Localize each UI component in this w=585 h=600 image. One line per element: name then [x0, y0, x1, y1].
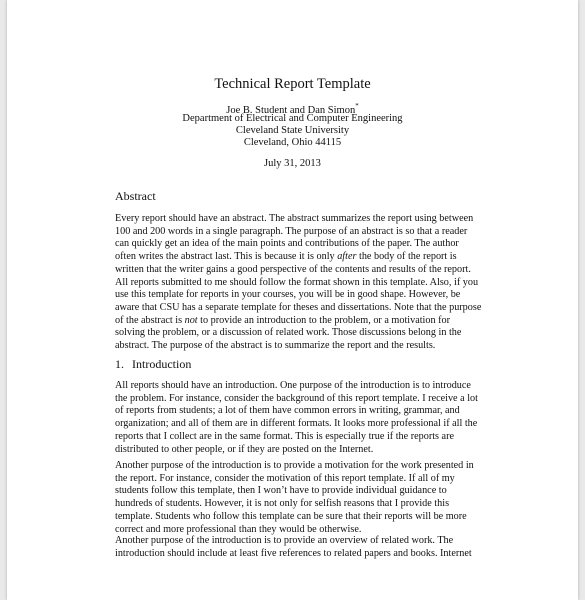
- city: Cleveland, Ohio 44115: [243, 137, 342, 148]
- introduction-heading: [115, 357, 191, 372]
- intro-line: correct and more professional than they would be otherwise.: [115, 523, 362, 535]
- intro-line: distributed to other people, or if they are posted on the Internet.: [115, 443, 374, 455]
- introduction-paragraph-3: [115, 535, 472, 560]
- department: Department of Electrical and Computer Engineering: [182, 113, 403, 124]
- intro-line: reports that I collect are in the same format. This is especially true if the reports are: [115, 430, 454, 442]
- intro-line: students follow this template, then I won’t have to provide individual guidance to: [115, 485, 447, 497]
- abstract-line: can quickly get an idea of the main points and contributions of the paper. The author: [115, 238, 459, 250]
- section-title: Introduction: [132, 357, 192, 371]
- emphasis-after: after: [337, 251, 357, 263]
- intro-line: the problem. For instance, consider the background of this report template. I receive a lot: [115, 392, 478, 404]
- authors: Joe B. Student and Dan Simon: [226, 105, 356, 116]
- abstract-line: All reports submitted to me should follow the format shown in this template. Also, if you: [115, 276, 479, 288]
- abstract-line: abstract. The purpose of the abstract is to summarize the report and the results.: [115, 340, 436, 352]
- abstract-line-text: of the abstract is: [115, 314, 185, 326]
- intro-line: the report. For instance, consider the motivation of this report template. If all of my: [115, 472, 455, 484]
- intro-line: template. Students who follow this template can be sure that their reports will be more: [115, 510, 467, 522]
- abstract-line: [115, 251, 461, 264]
- introduction-paragraph-2: [115, 460, 474, 536]
- university: Cleveland State University: [235, 125, 350, 136]
- abstract-line-tail: the body of the report is: [356, 251, 457, 263]
- abstract-paragraph: [115, 213, 482, 353]
- section-number: 1.: [115, 357, 124, 371]
- introduction-paragraph-1: [115, 380, 478, 456]
- document-page: [7, 0, 578, 600]
- abstract-line: use this template for reports in your courses, you will be in good shape. However, be: [115, 289, 461, 301]
- report-date: July 31, 2013: [264, 158, 321, 169]
- intro-line: introduction should include at least five references to related papers and books. Internet: [115, 547, 472, 559]
- abstract-heading: Abstract: [115, 189, 156, 203]
- abstract-line: [115, 315, 461, 328]
- abstract-line-tail: to provide an introduction to the problem, or a motivation for: [197, 314, 450, 326]
- abstract-line: written that the writer gains a good perspective of the contents and results of the report.: [115, 263, 471, 275]
- intro-line: Another purpose of the introduction is to provide a motivation for the work presented in: [115, 460, 474, 471]
- abstract-line-text: often writes the abstract last. This is because it is only: [115, 251, 338, 263]
- intro-line: organization; and all of them are in different formats. It looks more professional if all the: [115, 418, 478, 430]
- abstract-line: 100 and 200 words in a single paragraph. The purpose of an abstract is so that a reader: [115, 225, 468, 237]
- intro-line: of reports from students; a lot of them have common errors in writing, grammar, and: [115, 405, 460, 417]
- abstract-line: solving the problem, or a discussion of related work. Those discussions belong in the: [115, 327, 462, 339]
- intro-line: All reports should have an introduction. One purpose of the introduction is to introduce: [115, 380, 471, 391]
- emphasis-not: not: [184, 314, 198, 326]
- abstract-line: aware that CSU has a separate template for theses and dissertations. Note that the purpose: [115, 301, 482, 313]
- intro-line: Another purpose of the introduction is to provide an overview of related work. The: [115, 535, 454, 546]
- abstract-line: Every report should have an abstract. The abstract summarizes the report using between: [115, 213, 474, 224]
- intro-line: hundreds of students. However, it is not only for selfish reasons that I provide this: [115, 498, 450, 510]
- author-footnote-mark: *: [355, 102, 359, 110]
- document-title: Technical Report Template: [214, 76, 371, 92]
